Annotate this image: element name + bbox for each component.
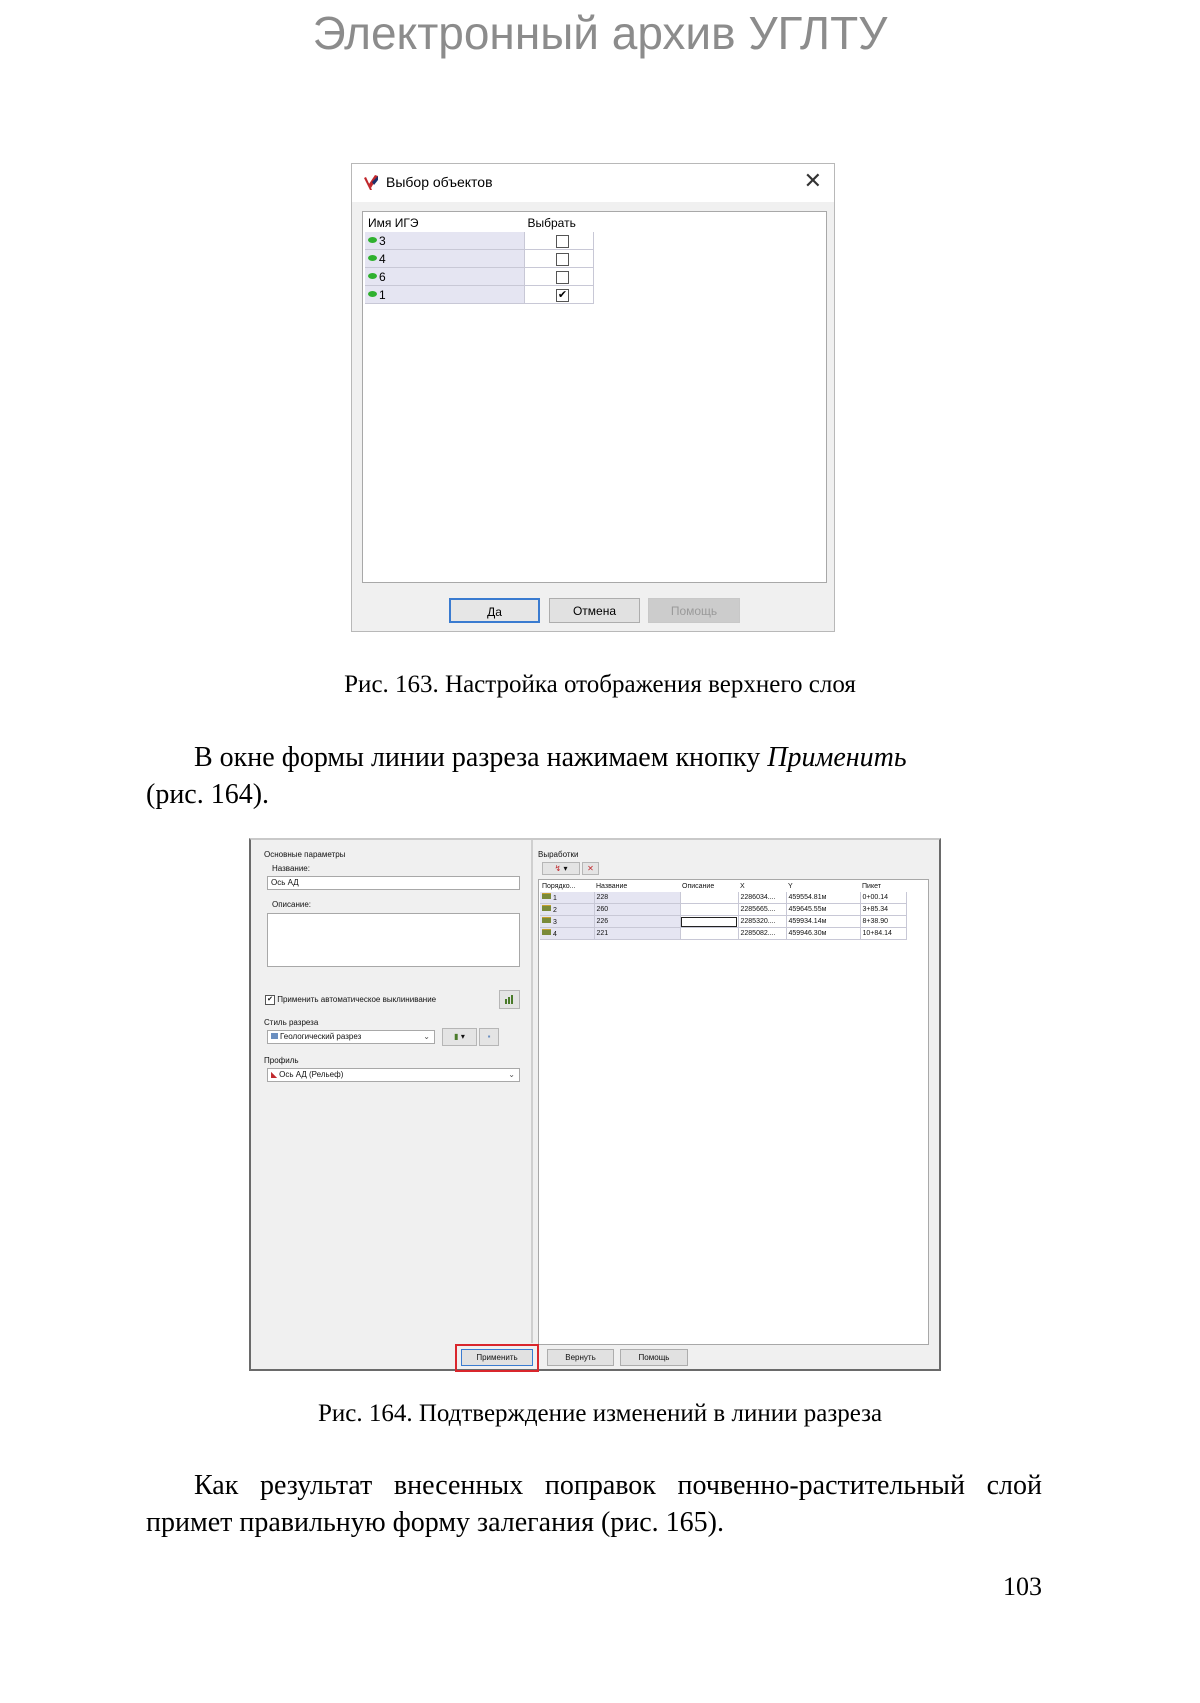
description-textarea[interactable] (267, 913, 520, 967)
select-checkbox-checked[interactable]: ✔ (557, 288, 568, 301)
table-row[interactable] (365, 232, 594, 250)
name-label: Название: (272, 864, 310, 873)
column-header-y[interactable]: Y (788, 883, 793, 890)
objects-grid-panel (362, 211, 827, 583)
style-edit-button[interactable] (442, 1028, 477, 1046)
figure-164-caption: Рис. 164. Подтверждение изменений в линии разреза (317, 1400, 883, 1427)
add-working-button[interactable] (542, 862, 580, 875)
paragraph-apply (146, 739, 1042, 813)
cell-picket: 8+38.90 (860, 916, 906, 928)
column-header-picket[interactable]: Пикет (862, 883, 881, 890)
auto-align-settings-button[interactable] (499, 990, 520, 1009)
cell-description-active[interactable] (680, 916, 738, 928)
select-checkbox[interactable] (556, 235, 569, 248)
cell-y: 459934.14м (786, 916, 860, 928)
layer-gem-icon (368, 273, 377, 279)
table-row[interactable] (540, 904, 906, 916)
row-name: 4 (379, 251, 386, 266)
profile-label: Профиль (264, 1056, 299, 1065)
cell-x: 2285082.... (738, 928, 786, 940)
figure-163-caption: Рис. 163. Настройка отображения верхнего слоя (344, 671, 856, 698)
paragraph-text: Как результат внесенных поправок почвенно-растительный слой примет правильную форму залегания (рис. 165). (146, 1470, 1042, 1538)
auto-align-option[interactable] (265, 995, 436, 1005)
paragraph-text: В окне формы линии разреза нажимаем кнопку (194, 742, 768, 773)
auto-align-checkbox[interactable]: ✔ (265, 995, 275, 1005)
cell-y: 459946.30м (786, 928, 860, 940)
edit-style-icon: ▮ (454, 1032, 459, 1041)
revert-button[interactable]: Вернуть (547, 1349, 614, 1366)
column-header-description[interactable]: Описание (682, 883, 715, 890)
column-header-x[interactable]: X (740, 883, 745, 890)
select-checkbox[interactable] (556, 253, 569, 266)
archive-watermark: Электронный архив УГЛТУ (312, 7, 888, 59)
cell-x: 2285665.... (738, 904, 786, 916)
page-number: 103 (1003, 1572, 1042, 1601)
cancel-button[interactable]: Отмена (549, 598, 640, 623)
profile-icon: ◣ (271, 1070, 278, 1079)
name-input[interactable]: Ось АД (267, 876, 520, 890)
apply-button[interactable]: Применить (461, 1349, 533, 1366)
main-params-group-title: Основные параметры (264, 850, 346, 859)
column-header-select[interactable]: Выбрать (525, 214, 594, 232)
delete-icon[interactable]: ✕ (582, 862, 599, 875)
cell-picket: 10+84.14 (860, 928, 906, 940)
cell-description[interactable] (680, 928, 738, 940)
workings-group-title: Выработки (538, 850, 579, 859)
ok-button[interactable]: Да (449, 598, 540, 623)
table-row[interactable] (540, 892, 906, 904)
cell-name: 226 (594, 916, 680, 928)
add-icon: ↯ (554, 864, 562, 873)
cell-description[interactable] (680, 904, 738, 916)
dialog-titlebar (352, 164, 834, 202)
layer-gem-icon (368, 237, 377, 243)
select-checkbox[interactable] (556, 271, 569, 284)
layer-gem-icon (368, 255, 377, 261)
cell-name: 221 (594, 928, 680, 940)
app-logo-icon (363, 174, 379, 192)
column-header-order[interactable]: Порядко... (542, 883, 576, 890)
table-row[interactable] (365, 268, 594, 286)
objects-grid (365, 214, 594, 304)
row-name: 6 (379, 269, 386, 284)
cell-picket: 3+85.34 (860, 904, 906, 916)
cell-name: 228 (594, 892, 680, 904)
copy-style-icon: ▪ (487, 1032, 491, 1041)
chart-bars-icon (504, 994, 515, 1005)
paragraph-emphasis: Применить (767, 742, 907, 773)
style-icon (271, 1033, 278, 1039)
help-button-disabled: Помощь (648, 598, 740, 623)
auto-align-label: Применить автоматическое выклинивание (277, 995, 437, 1005)
table-row[interactable] (365, 250, 594, 268)
row-name: 3 (379, 233, 386, 248)
profile-value: Ось АД (Рельеф) (279, 1070, 344, 1079)
chevron-down-icon: ⌄ (508, 1070, 515, 1079)
section-line-form (249, 838, 941, 1371)
layer-icon (542, 905, 551, 911)
help-button[interactable]: Помощь (620, 1349, 688, 1366)
table-row[interactable] (540, 928, 906, 940)
cell-picket: 0+00.14 (860, 892, 906, 904)
cell-y: 459554.81м (786, 892, 860, 904)
layer-icon (542, 929, 551, 935)
cell-order: 2 (553, 907, 557, 914)
column-header-name[interactable]: Имя ИГЭ (365, 214, 525, 232)
style-copy-button[interactable] (479, 1028, 499, 1046)
dropdown-arrow-icon: ▾ (460, 1032, 465, 1041)
cell-name: 260 (594, 904, 680, 916)
row-name: 1 (379, 287, 386, 302)
cell-description[interactable] (680, 892, 738, 904)
layer-gem-icon (368, 291, 377, 297)
table-row[interactable] (540, 916, 906, 928)
panel-divider[interactable] (531, 840, 533, 1343)
cell-order: 1 (553, 895, 557, 902)
cell-x: 2285320.... (738, 916, 786, 928)
workings-grid (540, 881, 907, 940)
close-icon[interactable]: ✕ (803, 168, 822, 193)
cell-x: 2286034.... (738, 892, 786, 904)
profile-select[interactable] (267, 1068, 520, 1082)
column-header-name[interactable]: Название (596, 883, 628, 890)
chevron-down-icon: ⌄ (423, 1032, 430, 1041)
cell-order: 3 (553, 919, 557, 926)
paragraph-result (146, 1467, 1042, 1541)
table-row[interactable] (365, 286, 594, 304)
cell-y: 459645.55м (786, 904, 860, 916)
dialog-title: Выбор объектов (386, 174, 493, 190)
layer-icon (542, 893, 551, 899)
description-label: Описание: (272, 900, 312, 909)
layer-icon (542, 917, 551, 923)
section-style-value: Геологический разрез (280, 1032, 362, 1041)
paragraph-tail: (рис. 164). (146, 779, 270, 810)
style-label: Стиль разреза (264, 1018, 319, 1027)
workings-grid-panel (538, 879, 929, 1345)
select-objects-dialog (351, 163, 835, 632)
cell-order: 4 (553, 931, 557, 938)
dropdown-arrow-icon: ▾ (563, 864, 568, 873)
section-style-select[interactable] (267, 1030, 435, 1044)
